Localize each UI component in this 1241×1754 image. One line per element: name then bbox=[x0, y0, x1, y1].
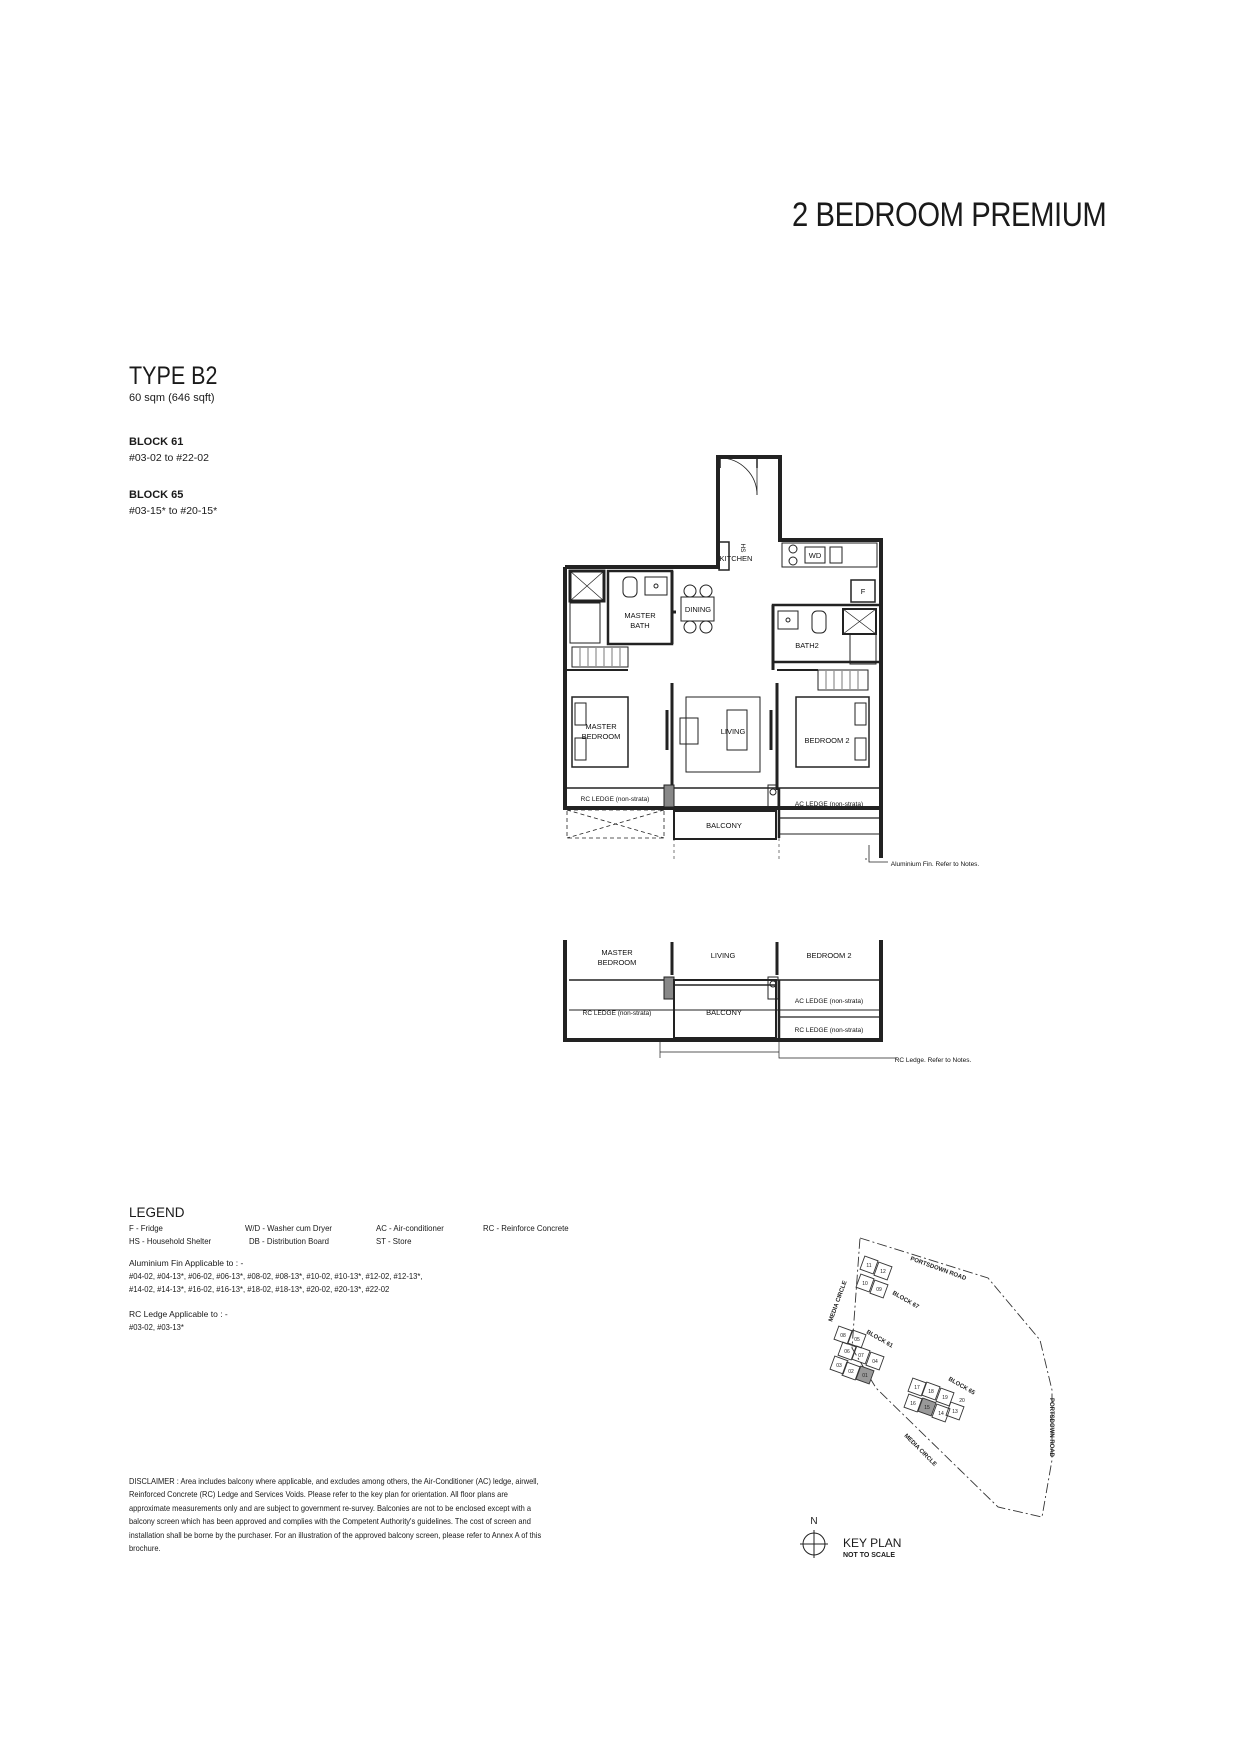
key-plan-sublabel: NOT TO SCALE bbox=[843, 1552, 895, 1559]
stack-number: 01 bbox=[862, 1373, 868, 1379]
stack-number: 08 bbox=[840, 1333, 846, 1339]
legend-item: ST - Store bbox=[376, 1236, 412, 1246]
room-label: BEDROOM bbox=[581, 732, 621, 741]
unit-type: TYPE B2 bbox=[129, 362, 218, 390]
key-plan-label: KEY PLAN bbox=[843, 1536, 902, 1550]
aluminium-fin-units: #04-02, #04-13*, #06-02, #06-13*, #08-02, #08-13*, #10-02, #10-13*, #12-02, #12-13*, bbox=[129, 1271, 423, 1281]
block-name: BLOCK 65 bbox=[129, 489, 184, 501]
block-units: #03-15* to #20-15* bbox=[129, 505, 218, 517]
room-label: RC LEDGE (non-strata) bbox=[794, 1027, 864, 1034]
room-label: RC LEDGE (non-strata) bbox=[582, 1010, 652, 1017]
block-label: BLOCK 67 bbox=[891, 1290, 920, 1311]
legend-item: W/D - Washer cum Dryer bbox=[245, 1223, 333, 1233]
legend-title: LEGEND bbox=[129, 1205, 185, 1220]
road-label: MEDIA CIRCLE bbox=[902, 1433, 938, 1468]
room-label: AC LEDGE (non-strata) bbox=[794, 998, 864, 1005]
room-label: RC LEDGE (non-strata) bbox=[580, 796, 650, 803]
stack-number: 05 bbox=[854, 1337, 860, 1343]
room-label: DINING bbox=[684, 605, 712, 614]
unit-area: 60 sqm (646 sqft) bbox=[129, 392, 215, 404]
room-label: BEDROOM bbox=[597, 958, 637, 967]
stack-number: 11 bbox=[866, 1263, 872, 1269]
road-label: PORTSDOWN ROAD bbox=[1048, 1398, 1054, 1457]
stack-number: 19 bbox=[942, 1395, 948, 1401]
stack-number: 17 bbox=[914, 1385, 920, 1391]
legend-item: F - Fridge bbox=[129, 1223, 163, 1233]
room-label: LIVING bbox=[720, 727, 746, 736]
room-label: F bbox=[860, 587, 866, 596]
plan-title: 2 BEDROOM PREMIUM bbox=[792, 196, 1107, 234]
room-label: BEDROOM 2 bbox=[806, 951, 852, 960]
stack-number: 12 bbox=[880, 1269, 886, 1275]
room-label: LIVING bbox=[710, 951, 736, 960]
aluminium-fin-callout: Aluminium Fin. Refer to Notes. bbox=[890, 861, 980, 868]
aluminium-fin-units: #14-02, #14-13*, #16-02, #16-13*, #18-02, #18-13*, #20-02, #20-13*, #22-02 bbox=[129, 1284, 390, 1294]
stack-number: 03 bbox=[836, 1363, 842, 1369]
room-label: MASTER bbox=[601, 948, 633, 957]
stack-number: 14 bbox=[938, 1411, 944, 1417]
stack-number: 16 bbox=[910, 1401, 916, 1407]
stack-number: 15 bbox=[924, 1405, 930, 1411]
disclaimer: DISCLAIMER : Area includes balcony where applicable, and excludes among others, the Air-Conditioner (AC) ledge, airwell, Reinforced Concrete (RC) Ledge and Services Voids. Please refer to the key plan for orientation. All floor plans are approximate measurements only and are subject to government re-survey. Balconies are not to be enclosed except with a balcony screen which has been approved and complies with the Competent Authority's guidelines. The cost of screen and installation shall be borne by the purchaser. For an illustration of the approved balcony screen, please refer to Annex A of this brochure. bbox=[129, 1476, 542, 1554]
stack-number: 02 bbox=[848, 1369, 854, 1375]
block-units: #03-02 to #22-02 bbox=[129, 452, 209, 464]
stack-number: 07 bbox=[858, 1353, 864, 1359]
block-67 bbox=[856, 1256, 892, 1298]
room-label: BEDROOM 2 bbox=[804, 736, 850, 745]
room-label: BALCONY bbox=[706, 821, 742, 830]
road-label: PORTSDOWN ROAD bbox=[909, 1256, 967, 1283]
wardrobe bbox=[818, 670, 868, 690]
legend-item: AC - Air-conditioner bbox=[376, 1223, 444, 1233]
room-label: BATH2 bbox=[795, 641, 819, 650]
aluminium-fin-heading: Aluminium Fin Applicable to : - bbox=[129, 1258, 244, 1268]
north-arrow-icon bbox=[800, 1530, 828, 1558]
stack-number: 18 bbox=[928, 1389, 934, 1395]
rc-ledge-heading: RC Ledge Applicable to : - bbox=[129, 1309, 228, 1319]
legend-item: DB - Distribution Board bbox=[249, 1236, 329, 1246]
legend-item: HS - Household Shelter bbox=[129, 1236, 212, 1246]
block-label: BLOCK 65 bbox=[947, 1376, 976, 1397]
stack-number: 20 bbox=[959, 1398, 965, 1404]
room-label: WD bbox=[808, 551, 822, 560]
wardrobe bbox=[572, 647, 628, 667]
block-label: BLOCK 61 bbox=[865, 1329, 894, 1350]
stack-number: 10 bbox=[862, 1281, 868, 1287]
stack-number: 06 bbox=[844, 1349, 850, 1355]
stack-number: 04 bbox=[872, 1359, 878, 1365]
stack-number: 13 bbox=[952, 1409, 958, 1415]
bedroom-2-bed bbox=[796, 697, 869, 767]
key-plan bbox=[780, 1220, 1080, 1560]
room-label: AC LEDGE (non-strata) bbox=[794, 801, 864, 808]
room-label: BATH bbox=[630, 621, 650, 630]
road-label: MEDIA CIRCLE bbox=[828, 1280, 849, 1323]
rc-ledge-callout: RC Ledge. Refer to Notes. bbox=[894, 1057, 972, 1064]
stack-number: 09 bbox=[876, 1287, 882, 1293]
room-label: MASTER bbox=[585, 722, 617, 731]
north-label: N bbox=[810, 1516, 818, 1527]
block-name: BLOCK 61 bbox=[129, 436, 184, 448]
room-label: HS bbox=[739, 543, 746, 553]
room-label: MASTER bbox=[624, 611, 656, 620]
room-label: KITCHEN bbox=[719, 554, 753, 563]
rc-ledge-units: #03-02, #03-13* bbox=[129, 1322, 184, 1332]
master-bath bbox=[608, 571, 672, 644]
room-label: BALCONY bbox=[706, 1008, 742, 1017]
legend-item: RC - Reinforce Concrete bbox=[483, 1223, 569, 1233]
